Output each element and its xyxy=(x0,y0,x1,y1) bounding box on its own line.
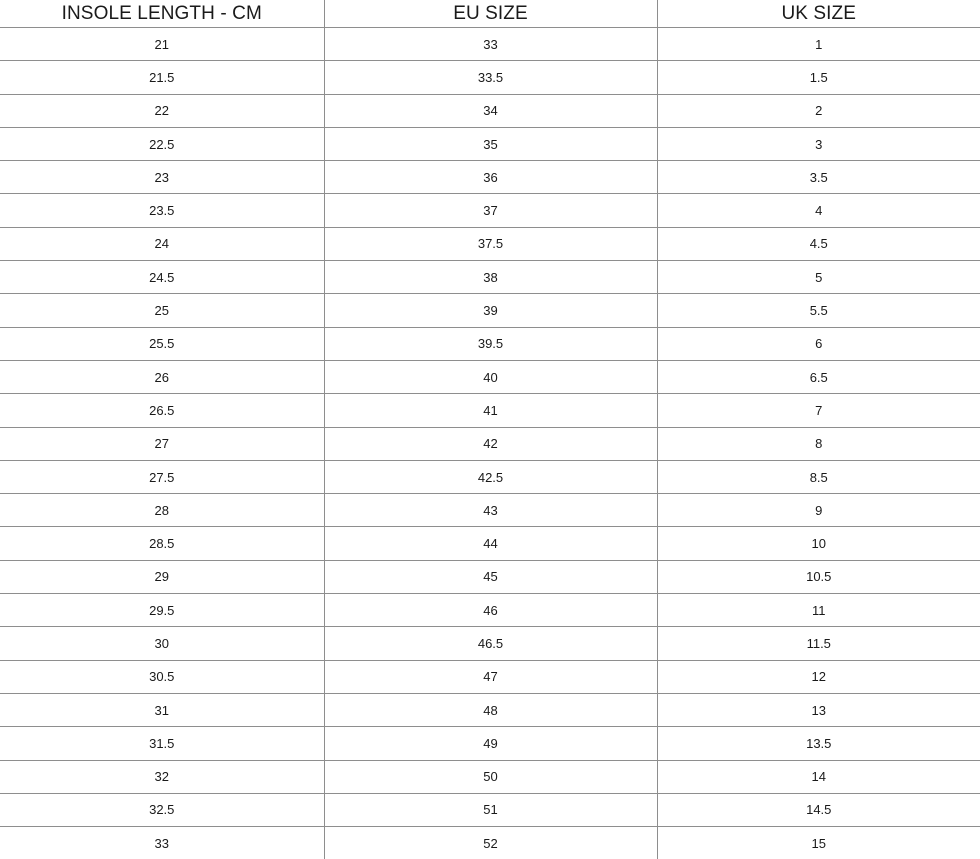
table-row xyxy=(0,560,980,593)
cell-insole-length: 24.5 xyxy=(0,261,324,294)
table-row xyxy=(0,427,980,460)
cell-insole-length: 22.5 xyxy=(0,127,324,160)
table-row xyxy=(0,627,980,660)
table-body xyxy=(0,28,980,859)
table-row xyxy=(0,460,980,493)
cell-insole-length: 25 xyxy=(0,294,324,327)
cell-eu-size: 39.5 xyxy=(324,327,657,360)
cell-uk-size: 7 xyxy=(657,394,980,427)
cell-eu-size: 38 xyxy=(324,261,657,294)
cell-insole-length: 23 xyxy=(0,161,324,194)
header-row xyxy=(0,0,980,28)
table-row xyxy=(0,693,980,726)
cell-eu-size: 37.5 xyxy=(324,227,657,260)
cell-uk-size: 4 xyxy=(657,194,980,227)
cell-insole-length: 32.5 xyxy=(0,793,324,826)
table-row xyxy=(0,594,980,627)
cell-insole-length: 21 xyxy=(0,28,324,61)
cell-uk-size: 10.5 xyxy=(657,560,980,593)
table-row xyxy=(0,827,980,859)
cell-insole-length: 30 xyxy=(0,627,324,660)
cell-eu-size: 49 xyxy=(324,727,657,760)
cell-eu-size: 42.5 xyxy=(324,460,657,493)
cell-uk-size: 1.5 xyxy=(657,61,980,94)
cell-uk-size: 3 xyxy=(657,127,980,160)
cell-insole-length: 29 xyxy=(0,560,324,593)
cell-insole-length: 31.5 xyxy=(0,727,324,760)
cell-insole-length: 22 xyxy=(0,94,324,127)
cell-uk-size: 2 xyxy=(657,94,980,127)
table-row xyxy=(0,660,980,693)
table-row xyxy=(0,760,980,793)
cell-uk-size: 10 xyxy=(657,527,980,560)
cell-uk-size: 14 xyxy=(657,760,980,793)
table-row xyxy=(0,727,980,760)
cell-insole-length: 28 xyxy=(0,494,324,527)
cell-uk-size: 3.5 xyxy=(657,161,980,194)
table-row xyxy=(0,394,980,427)
cell-eu-size: 48 xyxy=(324,693,657,726)
cell-uk-size: 11.5 xyxy=(657,627,980,660)
cell-uk-size: 8.5 xyxy=(657,460,980,493)
table-row xyxy=(0,294,980,327)
table-row xyxy=(0,261,980,294)
cell-eu-size: 33.5 xyxy=(324,61,657,94)
cell-eu-size: 51 xyxy=(324,793,657,826)
cell-eu-size: 33 xyxy=(324,28,657,61)
cell-uk-size: 1 xyxy=(657,28,980,61)
cell-insole-length: 24 xyxy=(0,227,324,260)
cell-insole-length: 23.5 xyxy=(0,194,324,227)
table-row xyxy=(0,327,980,360)
cell-eu-size: 37 xyxy=(324,194,657,227)
cell-eu-size: 45 xyxy=(324,560,657,593)
cell-eu-size: 42 xyxy=(324,427,657,460)
cell-eu-size: 47 xyxy=(324,660,657,693)
cell-uk-size: 13.5 xyxy=(657,727,980,760)
cell-eu-size: 46 xyxy=(324,594,657,627)
table-row xyxy=(0,94,980,127)
cell-eu-size: 34 xyxy=(324,94,657,127)
cell-uk-size: 12 xyxy=(657,660,980,693)
cell-insole-length: 26.5 xyxy=(0,394,324,427)
table-row xyxy=(0,793,980,826)
cell-uk-size: 15 xyxy=(657,827,980,859)
table-row xyxy=(0,28,980,61)
cell-eu-size: 44 xyxy=(324,527,657,560)
table-row xyxy=(0,227,980,260)
table-row xyxy=(0,61,980,94)
cell-uk-size: 8 xyxy=(657,427,980,460)
cell-insole-length: 31 xyxy=(0,693,324,726)
cell-uk-size: 5 xyxy=(657,261,980,294)
cell-uk-size: 11 xyxy=(657,594,980,627)
cell-eu-size: 39 xyxy=(324,294,657,327)
cell-insole-length: 21.5 xyxy=(0,61,324,94)
cell-insole-length: 26 xyxy=(0,360,324,393)
cell-insole-length: 25.5 xyxy=(0,327,324,360)
table-row xyxy=(0,127,980,160)
header-eu-size: EU SIZE xyxy=(324,0,657,28)
cell-eu-size: 40 xyxy=(324,360,657,393)
cell-insole-length: 28.5 xyxy=(0,527,324,560)
cell-eu-size: 43 xyxy=(324,494,657,527)
cell-eu-size: 35 xyxy=(324,127,657,160)
table-row xyxy=(0,494,980,527)
table-row xyxy=(0,360,980,393)
cell-uk-size: 6 xyxy=(657,327,980,360)
cell-eu-size: 46.5 xyxy=(324,627,657,660)
cell-insole-length: 30.5 xyxy=(0,660,324,693)
cell-insole-length: 33 xyxy=(0,827,324,859)
header-uk-size: UK SIZE xyxy=(657,0,980,28)
cell-uk-size: 13 xyxy=(657,693,980,726)
cell-insole-length: 32 xyxy=(0,760,324,793)
cell-uk-size: 14.5 xyxy=(657,793,980,826)
cell-eu-size: 41 xyxy=(324,394,657,427)
cell-insole-length: 27 xyxy=(0,427,324,460)
header-insole-length: INSOLE LENGTH - CM xyxy=(0,0,324,28)
cell-insole-length: 29.5 xyxy=(0,594,324,627)
table-row xyxy=(0,527,980,560)
cell-uk-size: 5.5 xyxy=(657,294,980,327)
cell-uk-size: 4.5 xyxy=(657,227,980,260)
cell-uk-size: 6.5 xyxy=(657,360,980,393)
table-row xyxy=(0,194,980,227)
cell-eu-size: 52 xyxy=(324,827,657,859)
cell-eu-size: 36 xyxy=(324,161,657,194)
cell-uk-size: 9 xyxy=(657,494,980,527)
cell-insole-length: 27.5 xyxy=(0,460,324,493)
cell-eu-size: 50 xyxy=(324,760,657,793)
table-row xyxy=(0,161,980,194)
